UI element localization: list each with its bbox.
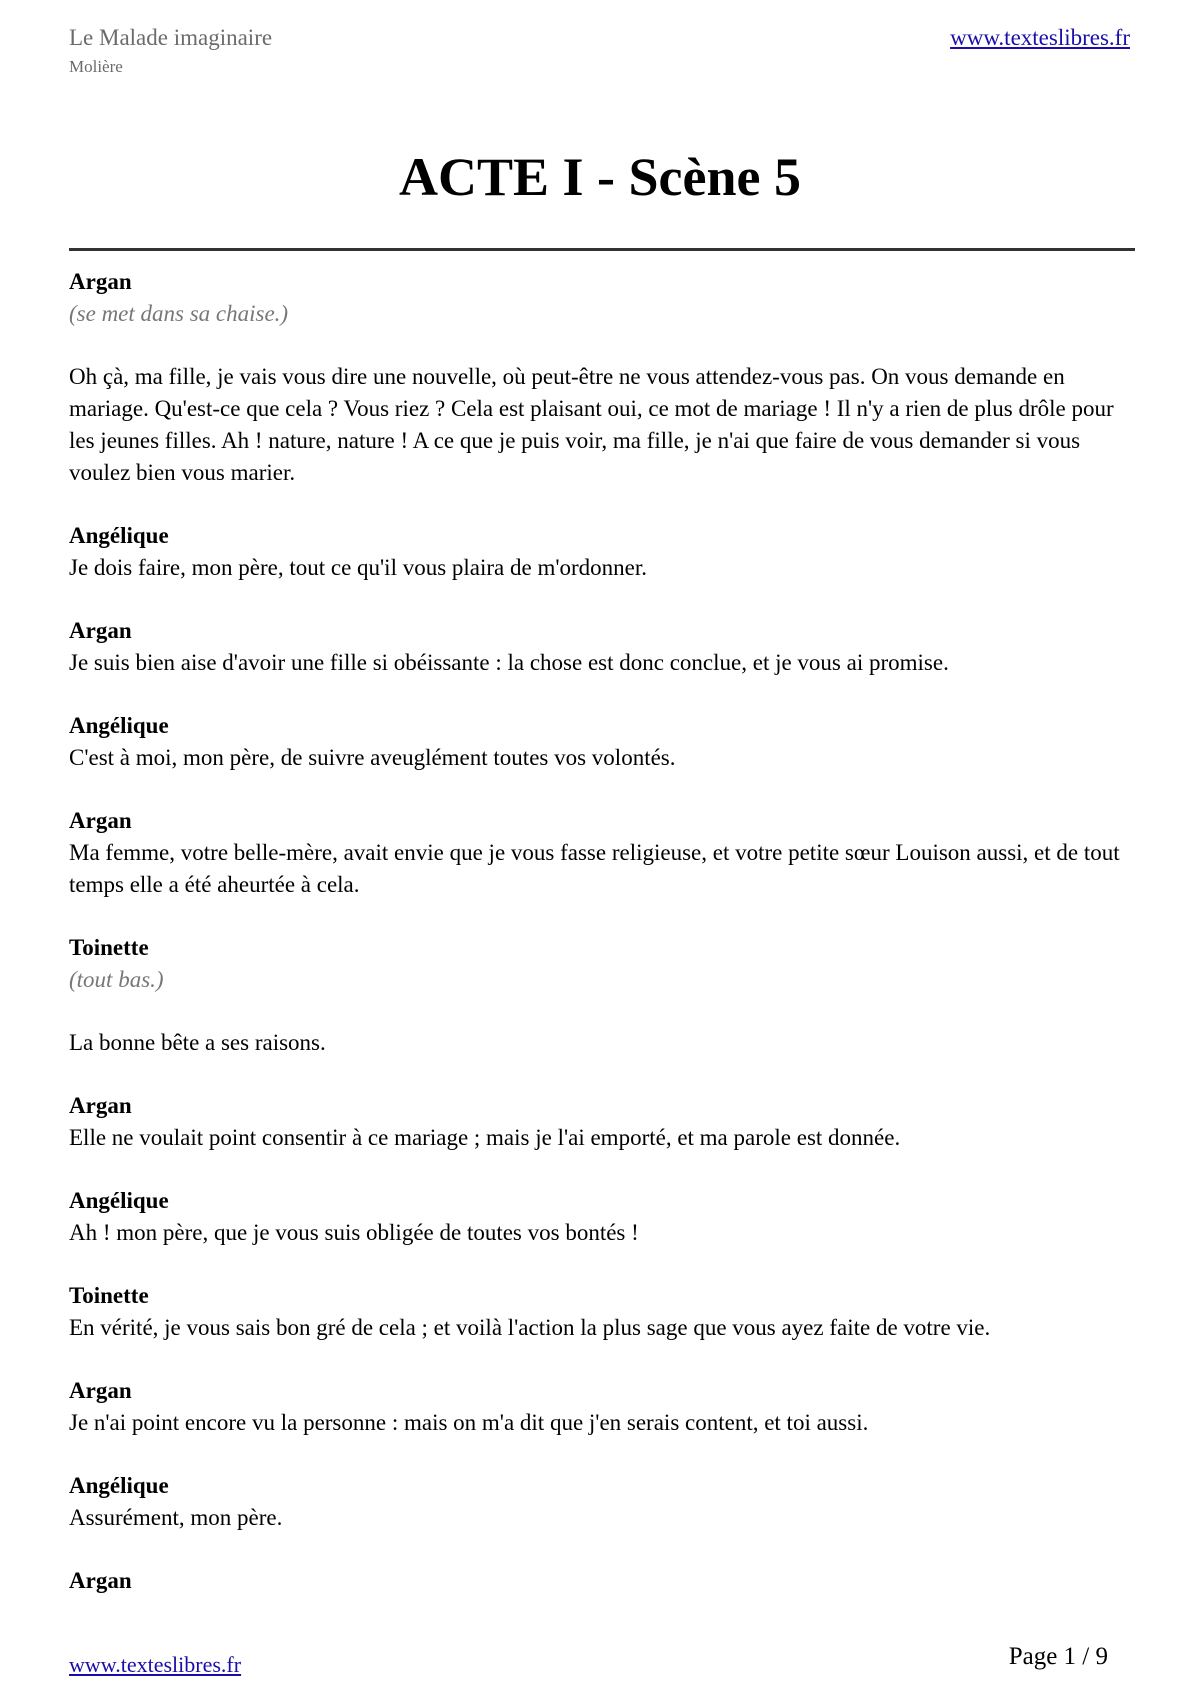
- dialogue-block: [69, 1280, 1144, 1344]
- speaker-name: Angélique: [69, 1473, 169, 1498]
- dialogue-block: [69, 1185, 1144, 1249]
- speaker-name: Argan: [69, 1093, 132, 1118]
- dialogue-line: Ah ! mon père, que je vous suis obligée de toutes vos bontés !: [69, 1220, 639, 1245]
- speaker-name: Argan: [69, 269, 132, 294]
- dialogue-block: [69, 1375, 1144, 1439]
- dialogue-line: Je suis bien aise d'avoir une fille si obéissante : la chose est donc conclue, et je vous ai promise.: [69, 650, 949, 675]
- dialogue-block: [69, 1470, 1144, 1534]
- stage-direction: (se met dans sa chaise.): [69, 301, 289, 326]
- dialogue-block: [69, 1565, 1144, 1597]
- dialogue-line: Je n'ai point encore vu la personne : mais on m'a dit que j'en serais content, et toi aussi.: [69, 1410, 869, 1435]
- document-author: Molière: [69, 57, 123, 76]
- dialogue-line: Ma femme, votre belle-mère, avait envie que je vous fasse religieuse, et votre petite sœur Louison aussi, et de tout temps elle a été aheurtée à cela.: [69, 840, 1120, 897]
- dialogue-block: [69, 710, 1144, 774]
- speaker-name: Toinette: [69, 1283, 149, 1308]
- speaker-name: Angélique: [69, 1188, 169, 1213]
- title-divider: [69, 248, 1135, 251]
- header-site-link[interactable]: www.texteslibres.fr: [950, 25, 1130, 50]
- dialogue-line: Oh çà, ma fille, je vais vous dire une nouvelle, où peut-être ne vous attendez-vous pas. On vous demande en mariage. Qu'est-ce que cela ? Vous riez ? Cela est plaisant oui, ce mot de mariage ! Il n'y a rien de plus drôle pour les jeunes filles. Ah ! nature, nature ! A ce que je puis voir, ma fille, je n'ai que faire de vous demander si vous voulez bien vous marier.: [69, 364, 1114, 485]
- dialogue-line: La bonne bête a ses raisons.: [69, 1030, 326, 1055]
- footer-site-link[interactable]: www.texteslibres.fr: [69, 1652, 242, 1677]
- dialogue-block: [69, 615, 1144, 679]
- stage-direction: (tout bas.): [69, 967, 164, 992]
- dialogue-block: [69, 1090, 1144, 1154]
- dialogue-line: En vérité, je vous sais bon gré de cela ; et voilà l'action la plus sage que vous ayez faite de votre vie.: [69, 1315, 991, 1340]
- dialogue-block: [69, 805, 1144, 901]
- page-title: ACTE I - Scène 5: [399, 147, 801, 207]
- dialogue-content: [69, 266, 1144, 1628]
- speaker-name: Angélique: [69, 713, 169, 738]
- dialogue-line: C'est à moi, mon père, de suivre aveuglément toutes vos volontés.: [69, 745, 676, 770]
- dialogue-block: [69, 266, 1144, 489]
- document-title: Le Malade imaginaire: [69, 25, 273, 50]
- speaker-name: Toinette: [69, 935, 149, 960]
- speaker-name: Angélique: [69, 523, 169, 548]
- page-number: Page 1 / 9: [1008, 1643, 1108, 1670]
- dialogue-block: [69, 520, 1144, 584]
- dialogue-block: [69, 932, 1144, 1059]
- speaker-name: Argan: [69, 1568, 132, 1593]
- dialogue-line: Elle ne voulait point consentir à ce mariage ; mais je l'ai emporté, et ma parole est donnée.: [69, 1125, 901, 1150]
- speaker-name: Argan: [69, 618, 132, 643]
- dialogue-line: Assurément, mon père.: [69, 1505, 283, 1530]
- speaker-name: Argan: [69, 808, 132, 833]
- speaker-name: Argan: [69, 1378, 132, 1403]
- dialogue-line: Je dois faire, mon père, tout ce qu'il vous plaira de m'ordonner.: [69, 555, 648, 580]
